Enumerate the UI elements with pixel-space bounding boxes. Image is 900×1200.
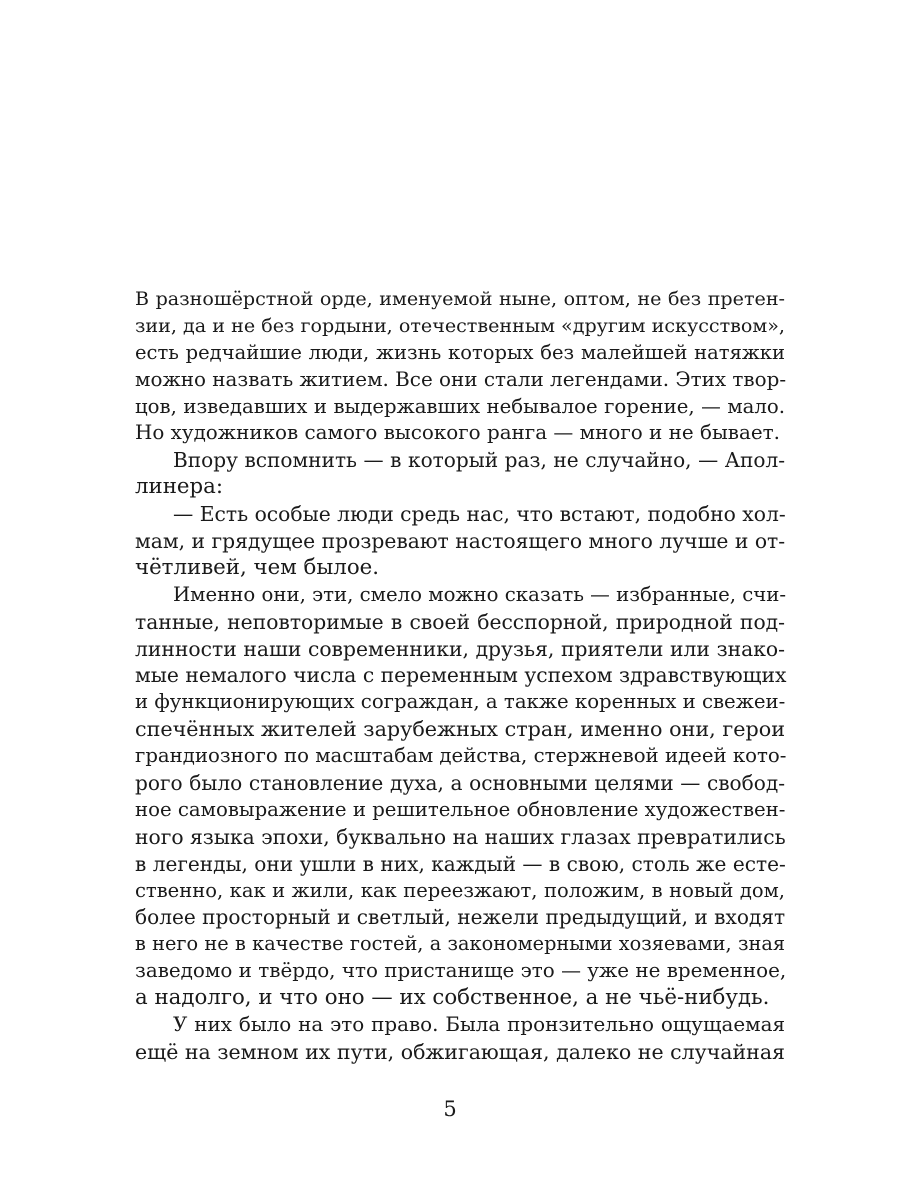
text-line: линности наши современники, друзья, приятели или знако- xyxy=(135,636,785,661)
body-text xyxy=(135,286,785,1066)
text-line: ственно, как и жили, как переезжают, положим, в новый дом, xyxy=(135,878,785,902)
text-line: в него не в качестве гостей, а закономерными хозяевами, зная xyxy=(135,932,785,956)
text-line: мам, и грядущее прозревают настоящего много лучше и от- xyxy=(135,529,786,554)
text-line: Но художников самого высокого ранга — много и не бывает. xyxy=(135,421,780,445)
page-number: 5 xyxy=(443,1097,457,1121)
text-line: заведомо и твёрдо, что пристанище это — уже не временное, xyxy=(135,959,787,983)
text-line: зии, да и не без гордыни, отечественным «другим искусством», xyxy=(135,313,785,337)
text-line: линера: xyxy=(135,474,224,500)
text-line: ное самовыражение и решительное обновление художествен- xyxy=(135,797,786,821)
text-line: У них было на это право. Была пронзительно ощущаемая xyxy=(173,1013,785,1037)
text-line: мые немалого числа с переменным успехом здравствующих xyxy=(135,663,787,688)
text-line: спечённых жителей зарубежных стран, именно они, герои xyxy=(135,717,785,742)
text-line: Именно они, эти, смело можно сказать — избранные, счи- xyxy=(173,582,787,606)
text-line: — Есть особые люди средь нас, что встают, подобно хол- xyxy=(173,502,786,527)
text-line: более просторный и светлый, нежели предыдущий, и входят xyxy=(135,905,786,930)
text-line: Впору вспомнить — в который раз, не случайно, — Апол- xyxy=(173,448,785,473)
text-line: В разношёрстной орде, именуемой ныне, оптом, не без претен- xyxy=(135,287,785,310)
text-line: можно назвать житием. Все они стали легендами. Этих твор- xyxy=(135,367,787,391)
text-line: есть редчайшие люди, жизнь которых без малейшей натяжки xyxy=(135,340,785,364)
text-line: и функционирующих сограждан, а также коренных и свежеи- xyxy=(135,690,786,714)
text-line: грандиозного по масштабам действа, стержневой идеей кото- xyxy=(135,744,787,768)
text-line: а надолго, и что оно — их собственное, а не чьё-нибудь. xyxy=(135,985,770,1011)
text-line: в легенды, они ушли в них, каждый — в свою, столь же есте- xyxy=(135,851,786,876)
text-line: танные, неповторимые в своей бесспорной, природной под- xyxy=(135,609,785,634)
text-line: чётливей, чем былое. xyxy=(135,554,380,580)
text-line: цов, изведавших и выдержавших небывалое горение, — мало. xyxy=(135,394,785,418)
text-line: ещё на земном их пути, обжигающая, далеко не случайная xyxy=(135,1039,785,1064)
text-line: рого было становление духа, а основными целями — свобод- xyxy=(135,771,785,796)
text-line: ного языка эпохи, буквально на наших глазах превратились xyxy=(135,824,786,849)
